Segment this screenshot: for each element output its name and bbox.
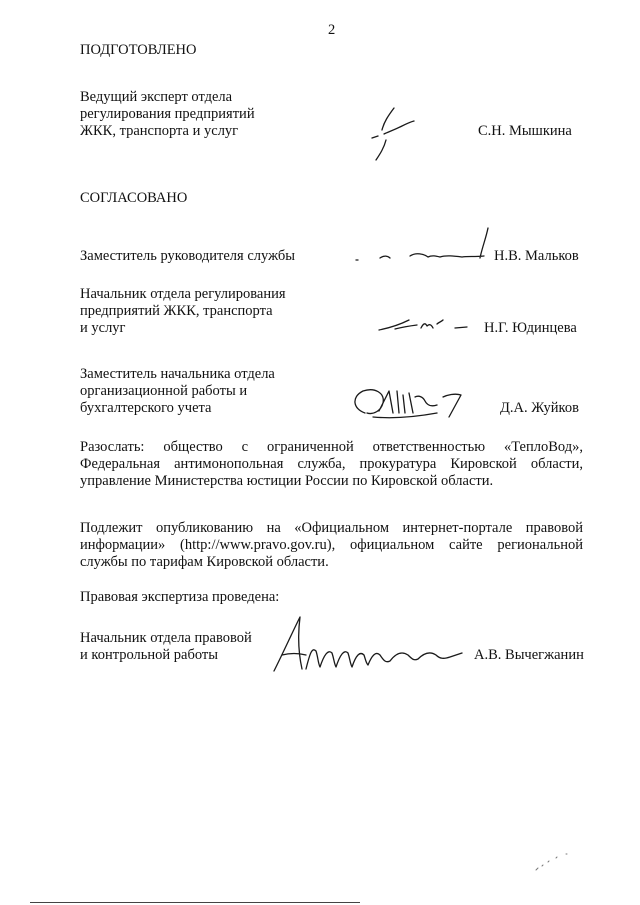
legal-review-position-line-2: и контрольной работы [80, 647, 218, 663]
signer-2-position-line-3: и услуг [80, 320, 126, 336]
signature-malkov [350, 222, 500, 268]
signer-2-name: Н.Г. Юдинцева [484, 320, 577, 336]
signer-3-position-line-2: организационной работы и [80, 383, 248, 399]
signature-zhuikov [345, 383, 470, 427]
signature-yudintseva [375, 312, 470, 336]
distribution-paragraph: Разослать: общество с ограниченной ответственностью «ТеплоВод», Федеральная антимонопольная служба, прокуратура Кировской области, управление Министерства юстиции России по Кировской области. [80, 439, 583, 489]
signer-1-name: Н.В. Мальков [494, 248, 579, 264]
signature-vychegzhanin [268, 613, 468, 675]
signature-myshkina [360, 100, 420, 170]
prepared-position-line-1: Ведущий эксперт отдела [80, 89, 233, 105]
legal-review-position-line-1: Начальник отдела правовой [80, 630, 252, 646]
bottom-rule [30, 902, 360, 903]
signer-3-position-line-3: бухгалтерского учета [80, 400, 212, 416]
prepared-heading: ПОДГОТОВЛЕНО [80, 42, 197, 58]
prepared-name: С.Н. Мышкина [478, 123, 572, 139]
signer-3-name: Д.А. Жуйков [500, 400, 579, 416]
agreed-heading: СОГЛАСОВАНО [80, 190, 188, 206]
scan-marks [532, 850, 582, 874]
signer-2-position-line-2: предприятий ЖКК, транспорта [80, 303, 273, 319]
signer-2-position-line-1: Начальник отдела регулирования [80, 286, 286, 302]
legal-review-name: А.В. Вычегжанин [474, 647, 584, 663]
signer-1-position-line-1: Заместитель руководителя службы [80, 248, 296, 264]
prepared-position-line-2: регулирования предприятий [80, 106, 255, 122]
page-number: 2 [328, 22, 336, 38]
publication-paragraph: Подлежит опубликованию на «Официальном интернет-портале правовой информации» (http://www.pravo.gov.ru), официальном сайте региональной службы по тарифам Кировской области. [80, 520, 583, 570]
legal-review-statement: Правовая экспертиза проведена: [80, 589, 280, 605]
signer-3-position-line-1: Заместитель начальника отдела [80, 366, 275, 382]
prepared-position-line-3: ЖКК, транспорта и услуг [80, 123, 239, 139]
